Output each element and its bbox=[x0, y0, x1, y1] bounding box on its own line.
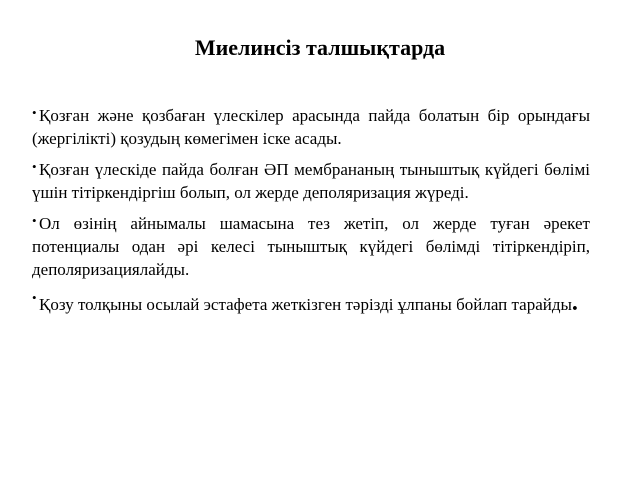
bullet-dot-icon: • bbox=[32, 213, 37, 228]
slide-title: Миелинсіз талшықтарда bbox=[194, 35, 446, 60]
bullet-dot-icon: • bbox=[32, 159, 37, 174]
bullet-text: Қозған және қозбаған үлескілер арасында пайда болатын бір орындағы (жергілікті) қозудың көмегімен іске асады. bbox=[32, 106, 590, 148]
bullet-item bbox=[32, 158, 590, 204]
bullet-text: Қозу толқыны осылай эстафета жеткізген тәрізді ұлпаны бойлап тарайды bbox=[39, 295, 572, 314]
bullet-list bbox=[32, 104, 590, 327]
bullet-end-period: . bbox=[571, 290, 578, 316]
bullet-item bbox=[32, 212, 590, 281]
bullet-item bbox=[32, 104, 590, 150]
bullet-dot-icon: • bbox=[32, 105, 37, 120]
bullet-text: Ол өзінің айнымалы шамасына тез жетіп, ол жерде туған әрекет потенциалы одан әрі келесі тыныштық күйдегі бөлімді тітіркендіріп, деполяризациялайды. bbox=[32, 214, 590, 279]
bullet-dot-icon: • bbox=[32, 290, 37, 305]
bullet-item bbox=[32, 289, 590, 319]
bullet-text: Қозған үлескіде пайда болған ӘП мембрананың тыныштық күйдегі бөлімі үшін тітіркендіргіш болып, ол жерде деполяризация жүреді. bbox=[32, 160, 590, 202]
